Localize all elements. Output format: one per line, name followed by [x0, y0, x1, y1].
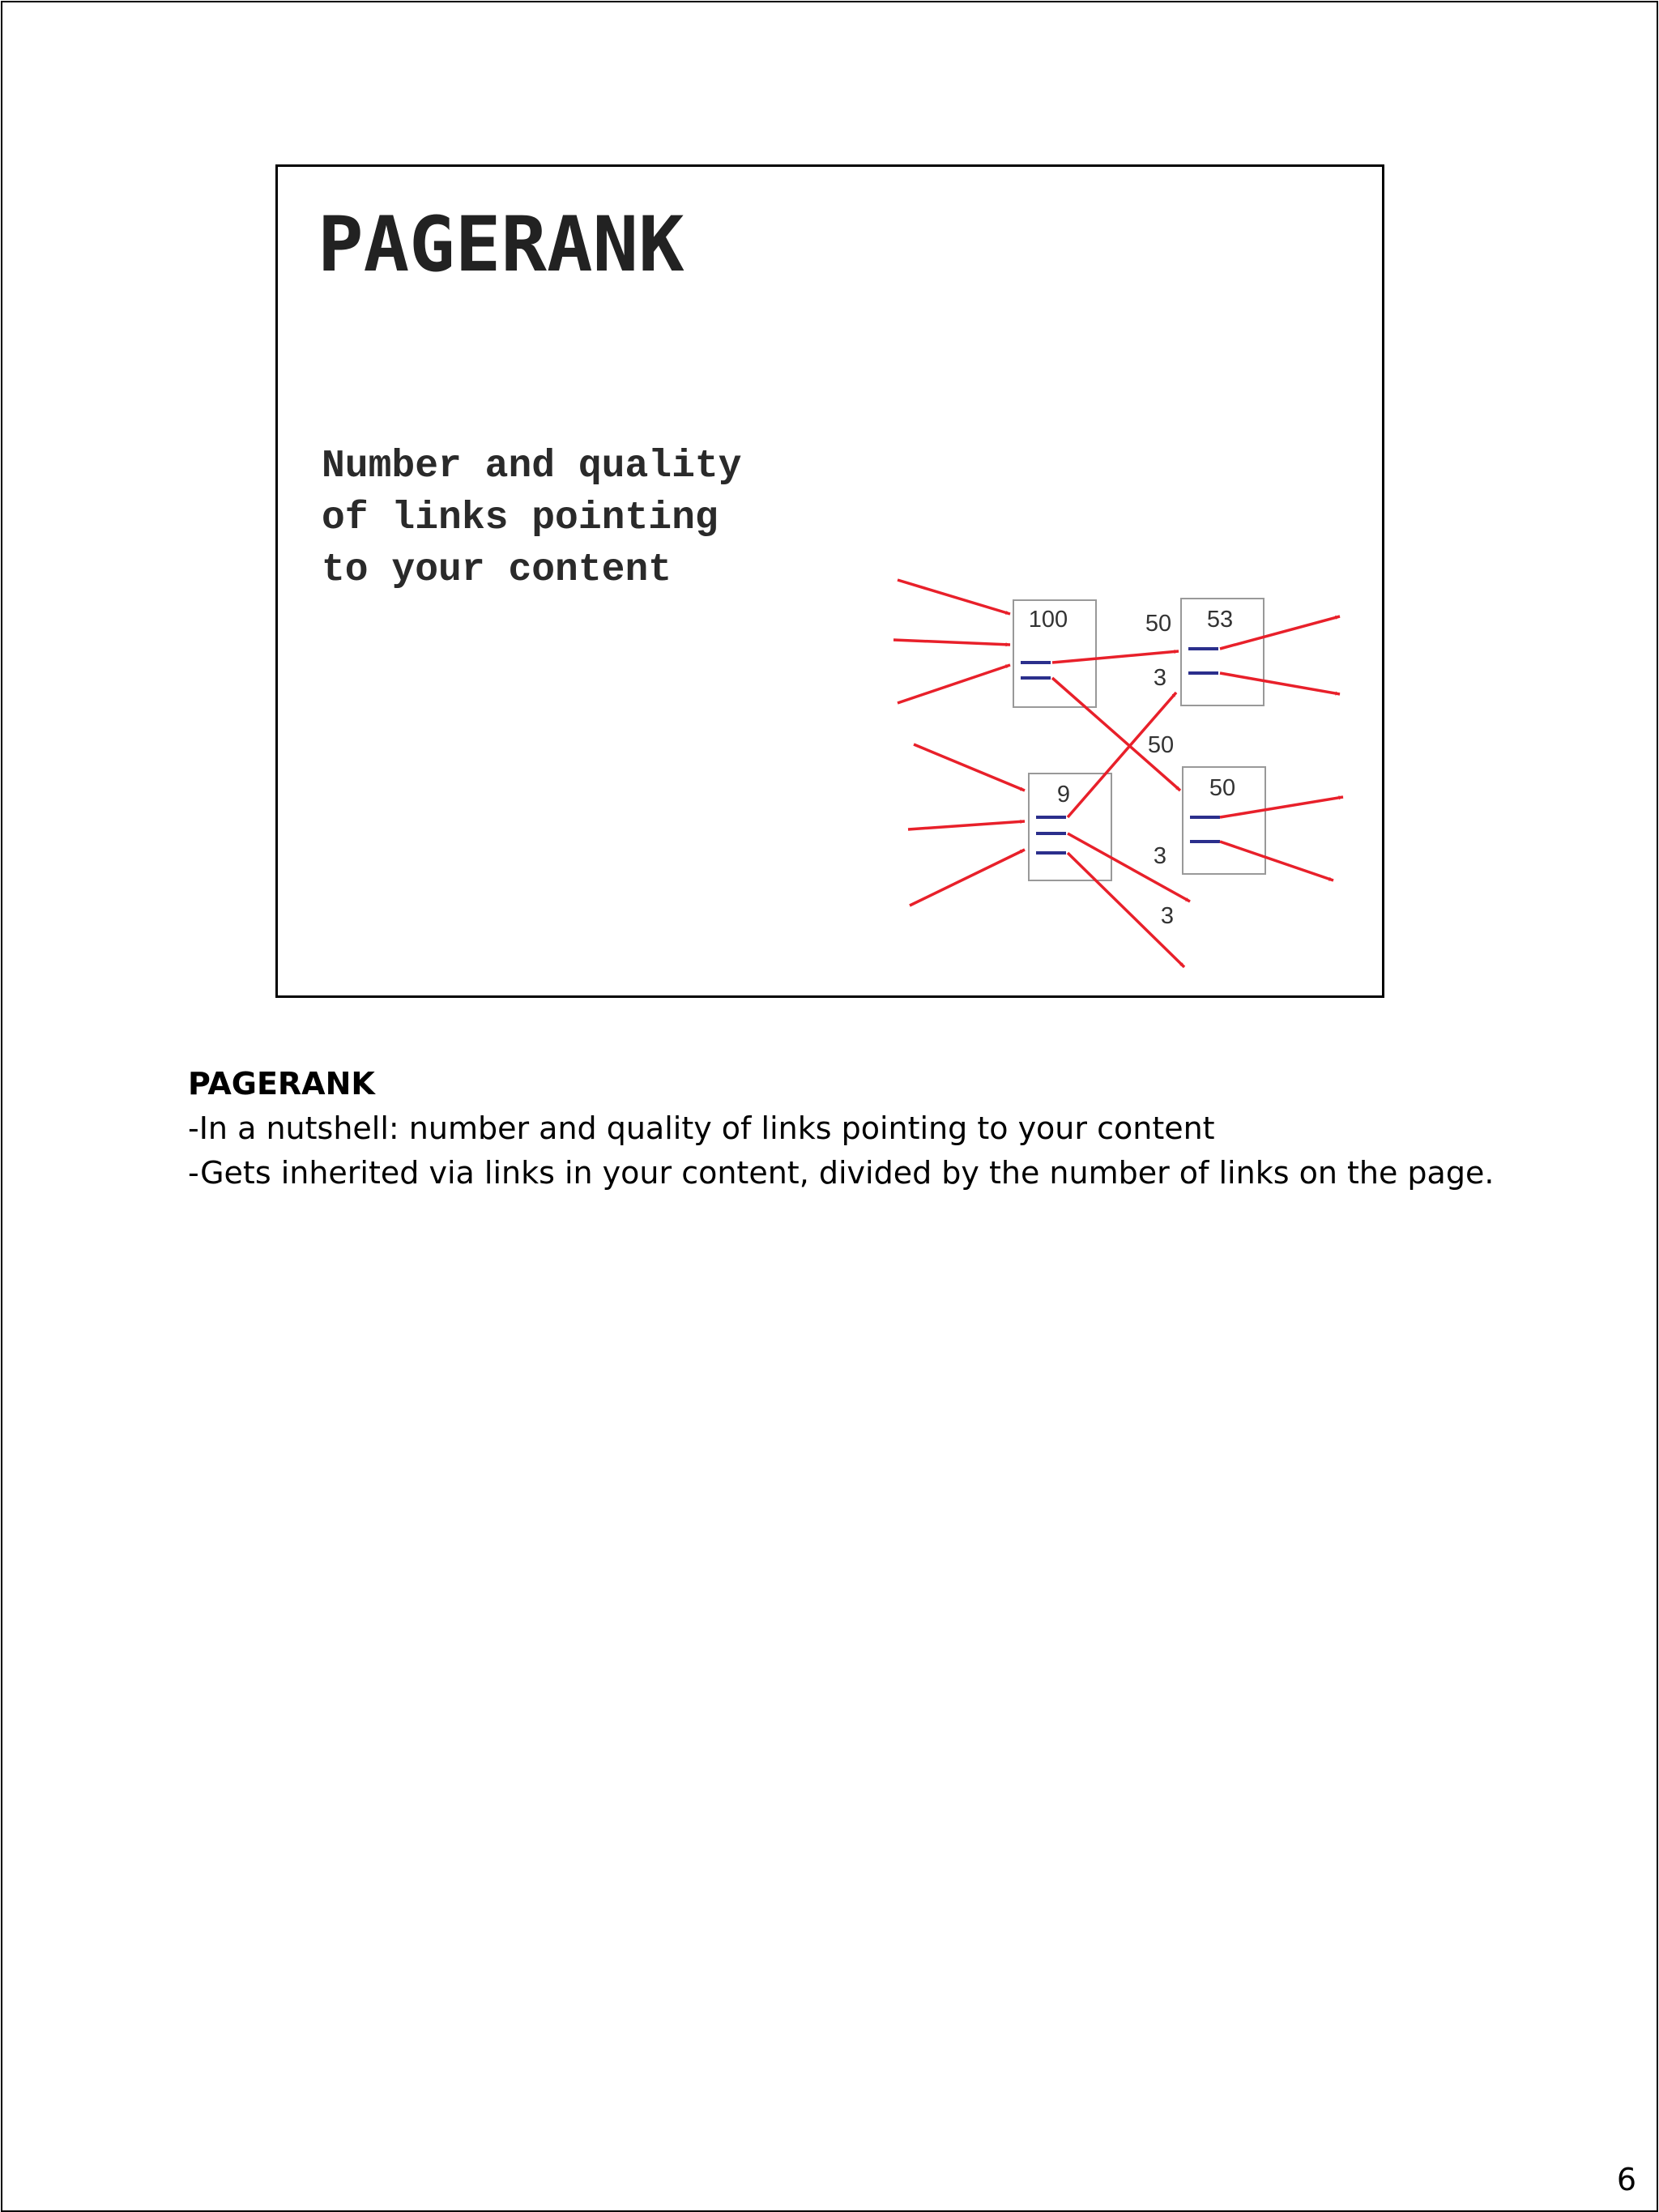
inbound-arrow [898, 580, 1010, 614]
node-page-a [1013, 600, 1096, 707]
node-value: 9 [1056, 782, 1071, 808]
link-label: 50 [1145, 611, 1172, 637]
link-label: 3 [1153, 843, 1167, 869]
speaker-notes [188, 1062, 1565, 1196]
pagerank-diagram [278, 167, 1382, 995]
node-value: 53 [1206, 607, 1234, 633]
inbound-arrow [898, 665, 1010, 703]
inbound-arrow [914, 744, 1025, 791]
inbound-arrow [908, 821, 1025, 829]
notes-heading: PAGERANK [188, 1066, 375, 1102]
node-value: 50 [1209, 775, 1236, 801]
link-label: 3 [1153, 665, 1167, 691]
slide-body-line: to your content [322, 548, 672, 592]
node-page-d [1183, 767, 1265, 874]
notes-line: -In a nutshell: number and quality of links pointing to your content [188, 1110, 1215, 1146]
node-page-b [1181, 599, 1264, 705]
notes-line: -Gets inherited via links in your content, divided by the number of links on the page. [188, 1155, 1495, 1191]
slide-body-line: Number and quality [322, 445, 742, 488]
slide-title: PAGERANK [318, 201, 684, 289]
link-label: 50 [1147, 732, 1175, 758]
inbound-arrow [893, 640, 1010, 645]
inbound-arrow [910, 850, 1025, 906]
node-value: 100 [1028, 607, 1068, 633]
slide-thumbnail [275, 164, 1384, 998]
link-label: 3 [1160, 903, 1175, 929]
page-number: 6 [1616, 2162, 1636, 2197]
node-page-c [1029, 774, 1111, 880]
slide-body-line: of links pointing [322, 497, 719, 540]
